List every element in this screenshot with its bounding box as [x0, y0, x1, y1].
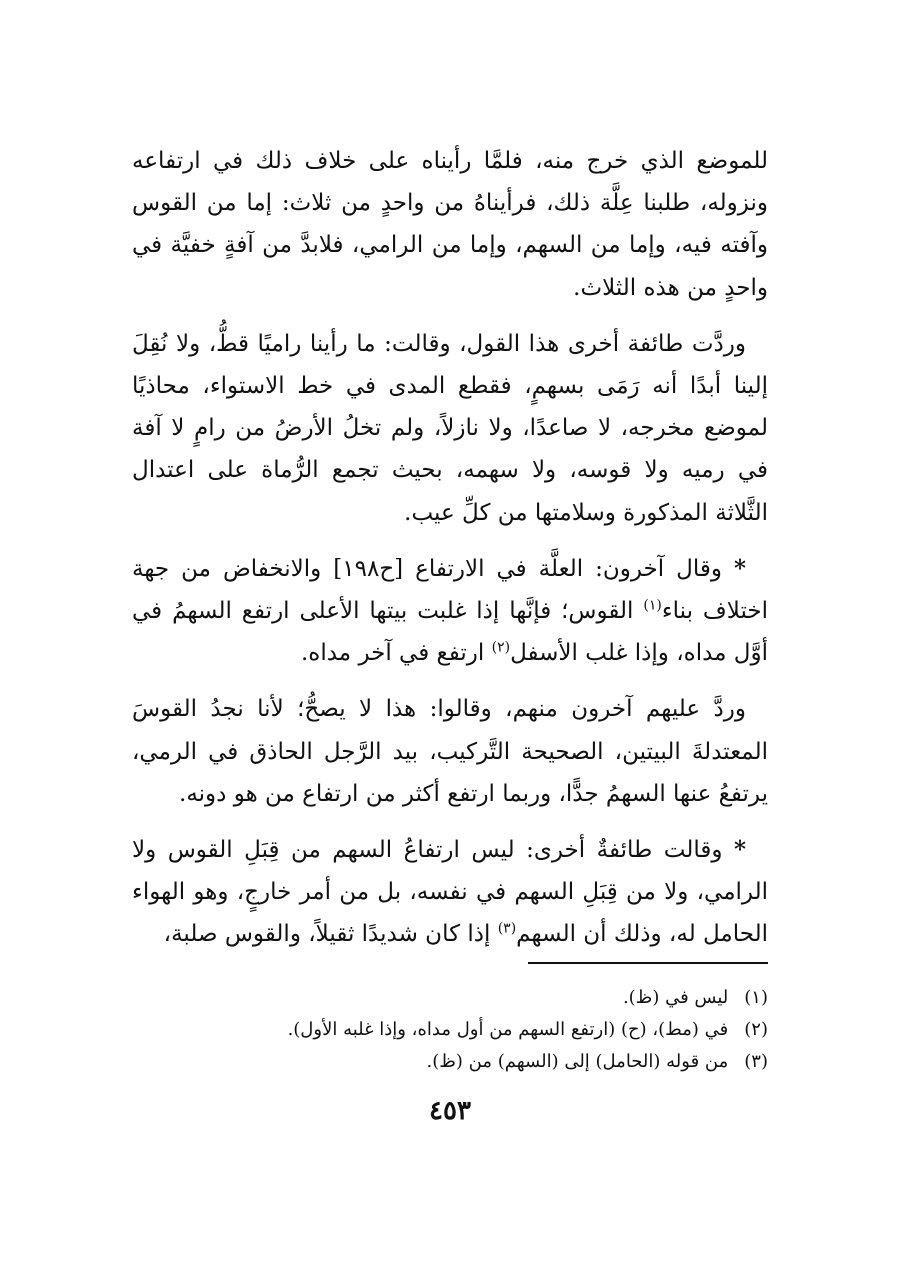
paragraph-text: وقال آخرون: العلَّة في الارتفاع [ح١٩٨] والانخفاض من جهة اختلاف بناء — [132, 555, 768, 625]
footnote-1 — [132, 982, 768, 1014]
footnote-number: (٢) — [744, 1019, 768, 1040]
paragraph-text: ارتفع في آخر مداه. — [300, 640, 492, 667]
footnote-ref-1: (١) — [643, 597, 662, 614]
footnote-number: (٣) — [744, 1051, 768, 1072]
asterisk-marker: * — [733, 836, 746, 864]
footnotes — [132, 982, 768, 1078]
paragraph-text: إذا كان شديدًا ثقيلاً، والقوس صلبة، — [163, 921, 498, 948]
paragraph-text: للموضع الذي خرج منه، فلمَّا رأيناه على خلاف ذلك في ارتفاعه ونزوله، طلبنا عِلَّة ذلك، فرأيناهُ من واحدٍ من ثلاث: إما من القوس وآفته فيه، وإما من السهم، وإما من الرامي، فلابدَّ من آفةٍ خفيَّة في واحدٍ من هذه الثلاث. — [132, 148, 768, 301]
page-number: ٤٥٣ — [429, 1096, 471, 1126]
paragraph-text: وقالت طائفةٌ أخرى: ليس ارتفاعُ السهم من قِبَلِ القوس ولا الرامي، ولا من قِبَلِ السهم في نفسه، بل من أمر خارجٍ، وهو الهواء الحامل له، وذلك أن السهم — [132, 837, 768, 948]
footnote-2 — [132, 1014, 768, 1046]
paragraph-5 — [132, 829, 768, 956]
main-text — [132, 140, 768, 970]
paragraph-2 — [132, 323, 768, 534]
paragraph-1 — [132, 140, 768, 309]
footnote-divider — [528, 962, 768, 964]
paragraph-3 — [132, 548, 768, 675]
asterisk-marker: * — [733, 554, 746, 582]
footnote-ref-2: (٢) — [491, 639, 511, 656]
footnote-text: في (مط)، (ح) (ارتفع السهم من أول مداه، وإذا غلبه الأول). — [287, 1019, 729, 1040]
footnote-text: من قوله (الحامل) إلى (السهم) من (ظ). — [426, 1051, 729, 1072]
paragraph-4 — [132, 688, 768, 815]
paragraph-text: وردَّت طائفة أخرى هذا القول، وقالت: ما رأينا راميًا قطُّ، ولا نُقِلَ إلينا أبدًا أنه رَمَى بسهمٍ، فقطع المدى في خط الاستواء، محاذيًا لموضع مخرجه، لا صاعدًا، ولا نازلاً، ولم تخلُ الأرضُ من رامٍ لا آفة في رميه ولا قوسه، ولا سهمه، بحيث تجمع الرُّماة على اعتدال الثَّلاثة المذكورة وسلامتها من كلِّ عيب. — [132, 330, 768, 526]
paragraph-text: القوس؛ فإنَّها إذا غلبت بيتها الأعلى ارتفع السهمُ في أوَّل مداه، وإذا غلب الأسفل — [132, 598, 768, 667]
footnote-3 — [132, 1046, 768, 1078]
footnote-ref-3: (٣) — [497, 920, 517, 937]
footnote-text: ليس في (ظ). — [622, 987, 729, 1008]
footnote-number: (١) — [744, 987, 768, 1008]
paragraph-text: وردَّ عليهم آخرون منهم، وقالوا: هذا لا يصحُّ؛ لأنا نجدُ القوسَ المعتدلةَ البيتين، الصحيحة التَّركيب، بيد الرَّجل الحاذق في الرمي، يرتفعُ عنها السهمُ جدًّا، وربما ارتفع أكثر من ارتفاع من هو دونه. — [132, 696, 768, 807]
